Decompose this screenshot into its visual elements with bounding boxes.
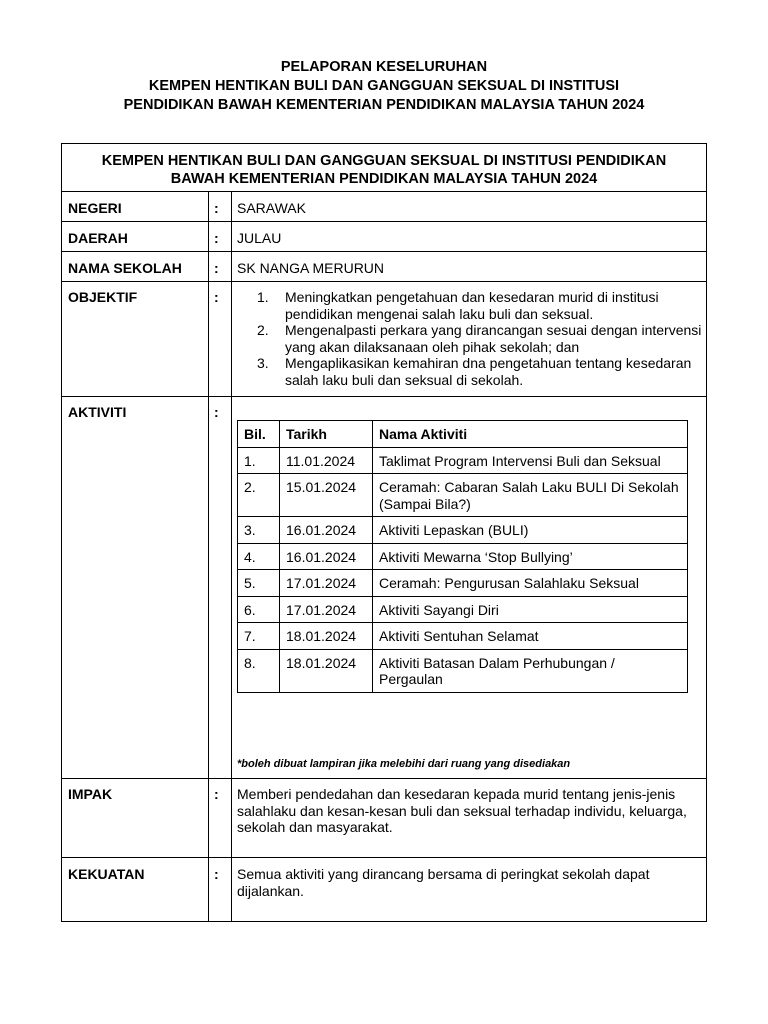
aktiviti-label: AKTIVITI [68, 404, 127, 420]
kekuatan-label: KEKUATAN [68, 866, 145, 882]
row-divider [62, 191, 706, 192]
table-row [238, 570, 688, 597]
impak-text: Memberi pendedahan dan kesedaran kepada murid tentang jenis-jenis salahlaku dan kesan-kesan buli dan seksual terhadap individu, keluarga, sekolah dan masyarakat. [237, 786, 687, 835]
kekuatan-text: Semua aktiviti yang dirancang bersama di peringkat sekolah dapat dijalankan. [237, 866, 650, 899]
cell-tarikh: 16.01.2024 [280, 543, 373, 570]
objektif-item [257, 322, 702, 355]
sekolah-label: NAMA SEKOLAH [68, 260, 182, 276]
cell-bil: 8. [238, 649, 280, 692]
table-row [238, 517, 688, 544]
cell-nama: Aktiviti Batasan Dalam Perhubungan / Pergaulan [373, 649, 688, 692]
cell-tarikh: 11.01.2024 [280, 447, 373, 474]
table-row [238, 474, 688, 517]
negeri-label: NEGERI [68, 200, 122, 216]
objektif-item-number: 2. [257, 322, 269, 338]
cell-tarikh: 15.01.2024 [280, 474, 373, 517]
cell-bil: 1. [238, 447, 280, 474]
colon: : [214, 260, 219, 276]
colon: : [214, 404, 219, 420]
cell-tarikh: 18.01.2024 [280, 649, 373, 692]
cell-tarikh: 17.01.2024 [280, 570, 373, 597]
cell-tarikh: 18.01.2024 [280, 623, 373, 650]
cell-nama: Aktiviti Sentuhan Selamat [373, 623, 688, 650]
column-header-nama: Nama Aktiviti [373, 421, 688, 448]
row-divider [62, 778, 706, 779]
header-line-3: PENDIDIKAN BAWAH KEMENTERIAN PENDIDIKAN MALAYSIA TAHUN 2024 [123, 97, 645, 113]
aktiviti-note: *boleh dibuat lampiran jika melebihi dari ruang yang disediakan [237, 758, 571, 770]
row-divider [62, 396, 706, 397]
table-row [238, 447, 688, 474]
cell-bil: 5. [238, 570, 280, 597]
cell-bil: 4. [238, 543, 280, 570]
cell-tarikh: 17.01.2024 [280, 596, 373, 623]
cell-nama: Taklimat Program Intervensi Buli dan Seksual [373, 447, 688, 474]
form-title-line-2: BAWAH KEMENTERIAN PENDIDIKAN MALAYSIA TAHUN 2024 [170, 171, 598, 187]
objektif-item-number: 1. [257, 289, 269, 305]
colon: : [214, 230, 219, 246]
table-row [238, 543, 688, 570]
objektif-item-text: Mengaplikasikan kemahiran dna pengetahuan tentang kesedaran salah laku buli dan seksual di sekolah. [285, 355, 692, 388]
column-divider [231, 191, 232, 921]
objektif-item-number: 3. [257, 355, 269, 371]
header-line-2: KEMPEN HENTIKAN BULI DAN GANGGUAN SEKSUAL DI INSTITUSI [148, 78, 620, 94]
row-divider [62, 281, 706, 282]
cell-nama: Aktiviti Sayangi Diri [373, 596, 688, 623]
row-divider [62, 251, 706, 252]
row-divider [62, 857, 706, 858]
row-divider [62, 221, 706, 222]
cell-tarikh: 16.01.2024 [280, 517, 373, 544]
cell-nama: Ceramah: Cabaran Salah Laku BULI Di Sekolah (Sampai Bila?) [373, 474, 688, 517]
colon: : [214, 289, 219, 305]
column-header-tarikh: Tarikh [280, 421, 373, 448]
cell-bil: 2. [238, 474, 280, 517]
aktiviti-header-row [238, 421, 688, 448]
cell-bil: 7. [238, 623, 280, 650]
form-title [62, 152, 706, 188]
report-header [0, 58, 768, 115]
objektif-label: OBJEKTIF [68, 289, 138, 305]
objektif-item-text: Mengenalpasti perkara yang dirancangan sesuai dengan intervensi yang akan dilaksanaan oleh pihak sekolah; dan [285, 322, 702, 355]
header-line-1: PELAPORAN KESELURUHAN [280, 59, 488, 75]
objektif-item [257, 289, 702, 322]
colon: : [214, 200, 219, 216]
sekolah-value: SK NANGA MERURUN [237, 260, 385, 276]
colon: : [214, 786, 219, 802]
cell-nama: Aktiviti Mewarna ‘Stop Bullying’ [373, 543, 688, 570]
daerah-label: DAERAH [68, 230, 128, 246]
daerah-value: JULAU [237, 230, 282, 246]
objektif-item-text: Meningkatkan pengetahuan dan kesedaran murid di institusi pendidikan mengenai salah laku buli dan seksual. [285, 289, 659, 322]
table-row [238, 596, 688, 623]
aktiviti-table [237, 420, 688, 693]
objektif-list [257, 289, 702, 388]
column-divider [208, 191, 209, 921]
cell-bil: 3. [238, 517, 280, 544]
impak-label: IMPAK [68, 786, 113, 802]
table-row [238, 649, 688, 692]
cell-bil: 6. [238, 596, 280, 623]
table-row [238, 623, 688, 650]
column-header-bil: Bil. [238, 421, 280, 448]
cell-nama: Aktiviti Lepaskan (BULI) [373, 517, 688, 544]
colon: : [214, 866, 219, 882]
negeri-value: SARAWAK [237, 200, 306, 216]
report-form [61, 143, 707, 922]
objektif-item [257, 355, 702, 388]
cell-nama: Ceramah: Pengurusan Salahlaku Seksual [373, 570, 688, 597]
form-title-line-1: KEMPEN HENTIKAN BULI DAN GANGGUAN SEKSUAL DI INSTITUSI PENDIDIKAN [101, 153, 667, 169]
